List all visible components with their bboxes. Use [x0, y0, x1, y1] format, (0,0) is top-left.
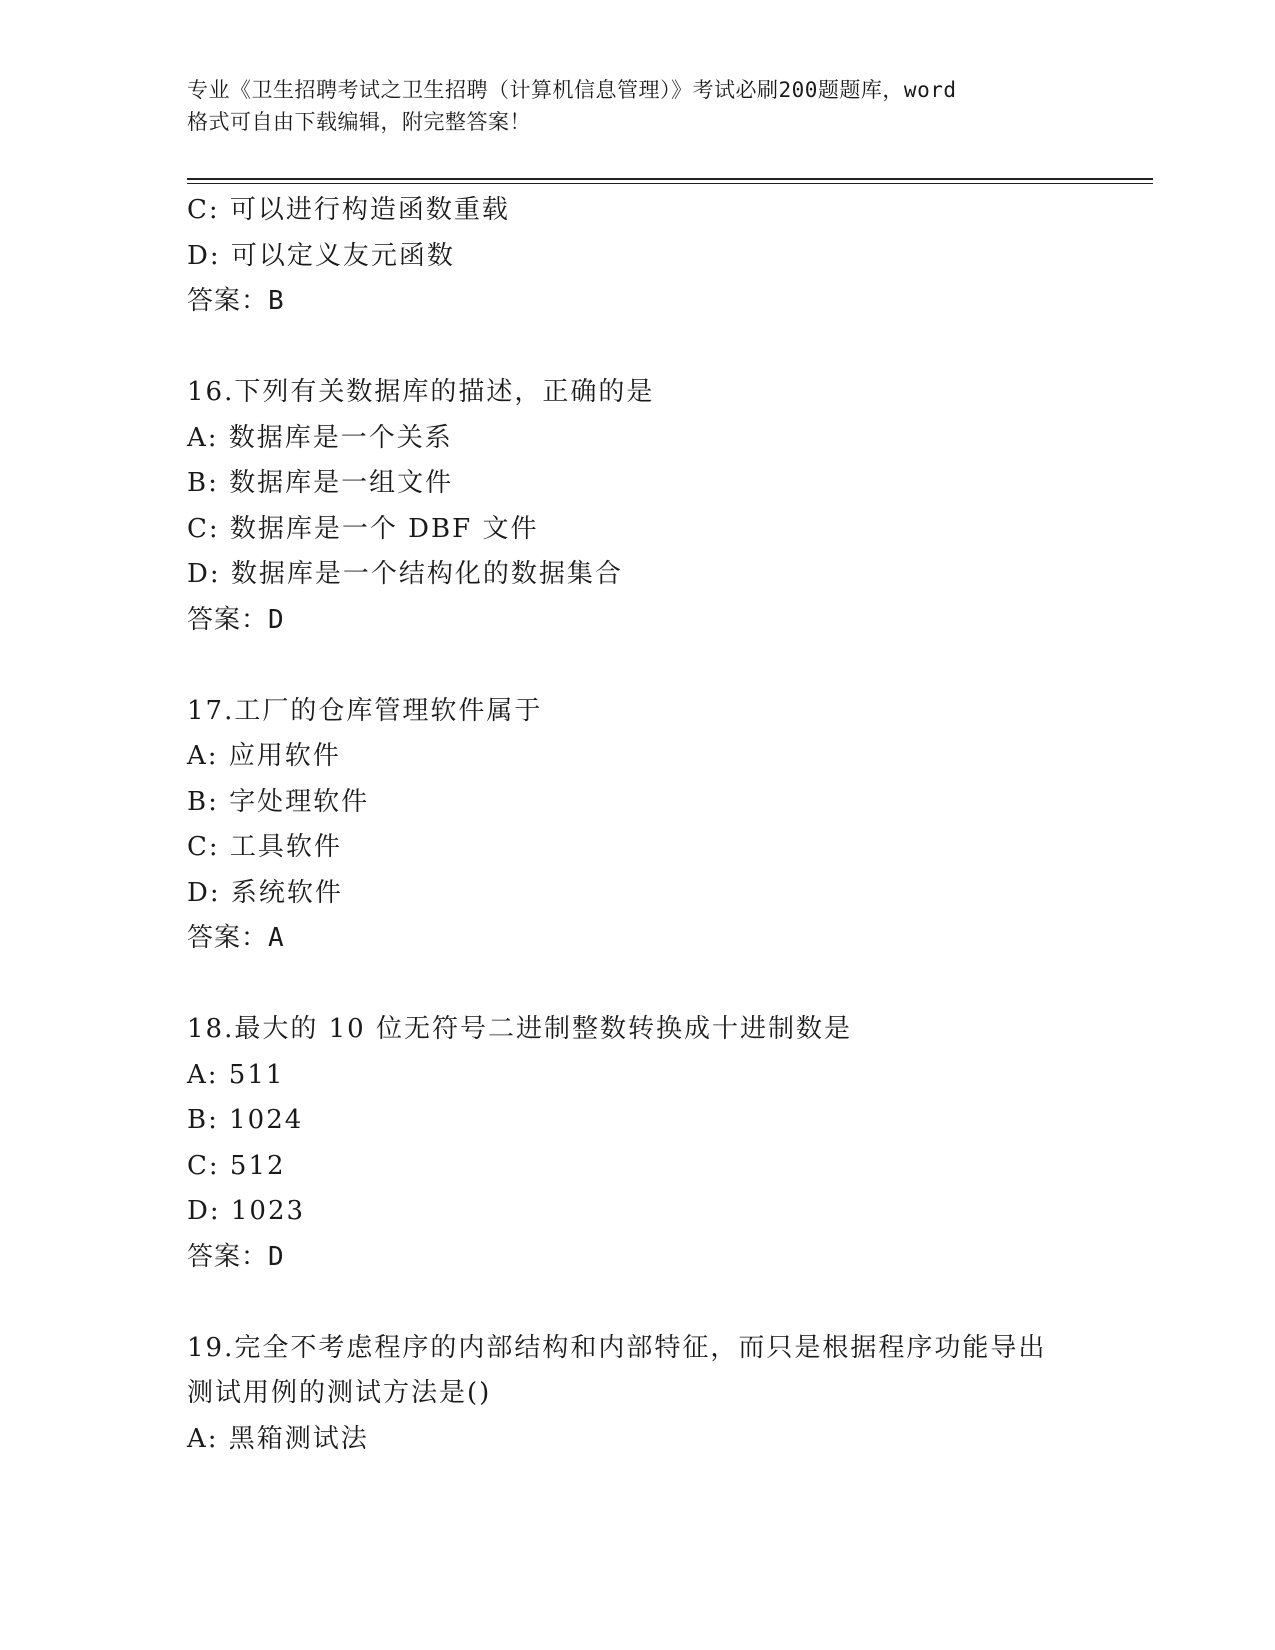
answer-label: 答案：: [187, 1241, 269, 1272]
option-d: D: 可以定义友元函数: [187, 240, 455, 271]
answer-line: [187, 279, 1147, 325]
option-d: D: 系统软件: [187, 877, 343, 908]
answer-label: 答案：: [187, 286, 269, 316]
option-a: A: 应用软件: [187, 741, 341, 771]
option-c: C: 可以进行构造函数重载: [187, 195, 510, 225]
answer-line: [187, 916, 1147, 962]
question-19: [187, 1326, 1147, 1463]
answer-value: D: [268, 1241, 285, 1272]
document-header: [187, 74, 1087, 138]
question-16: [187, 370, 1147, 643]
header-line-1: 专业《卫生招聘考试之卫生招聘（计算机信息管理）》考试必刷200题题库，word: [187, 78, 957, 102]
option-a: A: 数据库是一个关系: [187, 422, 453, 453]
answer-value: A: [268, 923, 285, 953]
option-a: A: 黑箱测试法: [187, 1423, 369, 1454]
option-d: D: 1023: [187, 1196, 306, 1226]
question-text-line-1: 19.完全不考虑程序的内部结构和内部特征，而只是根据程序功能导出: [187, 1332, 1047, 1363]
question-text: 17.工厂的仓库管理软件属于: [187, 695, 543, 726]
answer-line: [187, 598, 1147, 644]
answer-line: [187, 1235, 1147, 1281]
question-17: [187, 689, 1147, 962]
question-text-line-2: 测试用例的测试方法是(): [187, 1378, 492, 1408]
option-d: D: 数据库是一个结构化的数据集合: [187, 559, 623, 589]
answer-value: B: [268, 286, 285, 316]
question-text: 18.最大的 10 位无符号二进制整数转换成十进制数是: [187, 1014, 852, 1044]
header-divider-thick: [187, 178, 1153, 180]
option-c: C: 512: [187, 1150, 286, 1181]
answer-label: 答案：: [187, 923, 269, 953]
answer-value: D: [268, 604, 285, 635]
question-text: 16.下列有关数据库的描述，正确的是: [187, 377, 655, 407]
question-18: [187, 1007, 1147, 1280]
option-b: B: 数据库是一组文件: [187, 468, 454, 498]
option-c: C: 工具软件: [187, 832, 342, 862]
option-b: B: 字处理软件: [187, 786, 370, 817]
header-divider-thin: [187, 183, 1153, 184]
question-15-continued: [187, 188, 1147, 325]
answer-label: 答案：: [187, 604, 269, 635]
option-b: B: 1024: [187, 1105, 304, 1135]
option-c: C: 数据库是一个 DBF 文件: [187, 513, 539, 544]
header-line-2: 格式可自由下载编辑，附完整答案！: [187, 110, 531, 134]
option-a: A: 511: [187, 1059, 285, 1090]
document-body: [187, 188, 1147, 1462]
